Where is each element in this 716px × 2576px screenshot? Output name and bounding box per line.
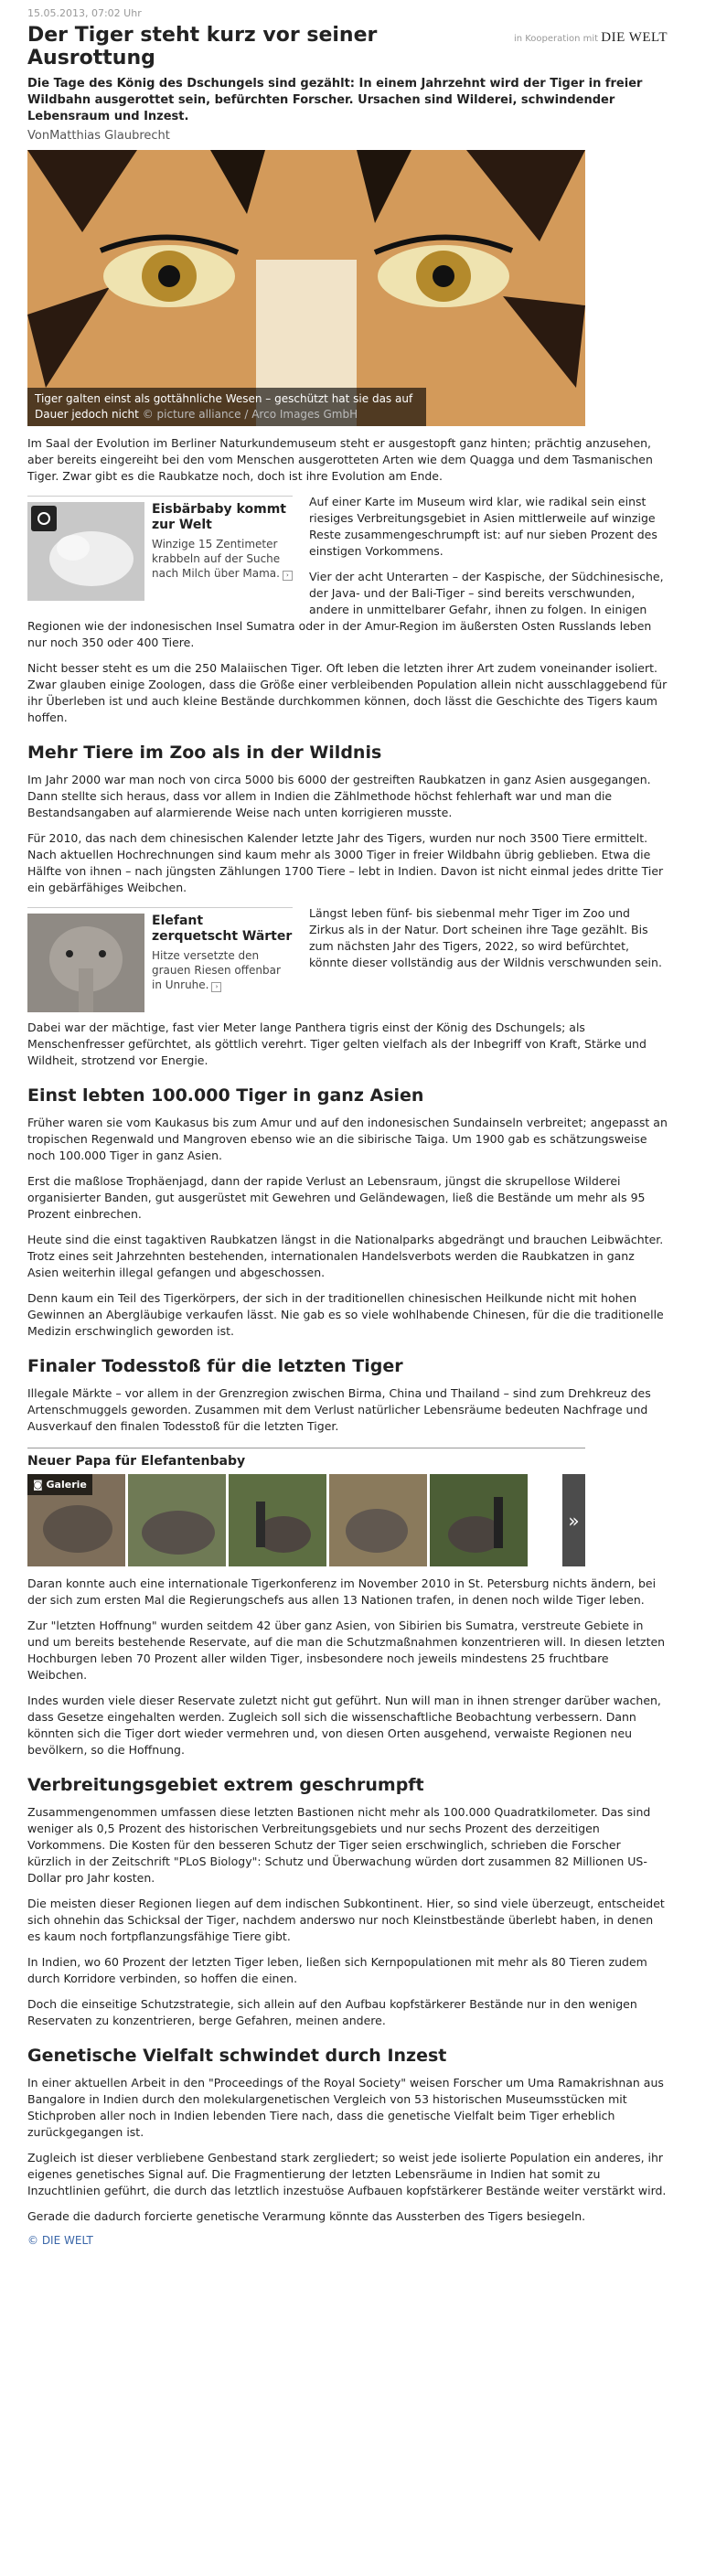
teaser-text xyxy=(152,502,293,601)
paragraph: Vier der acht Unterarten – der Kaspische, der Südchinesische, der Java- und der Bali-Tiger – sind bereits verschwunden, andere in unmittelbarer Gefahr, ihnen zu folgen. In einigen Regionen wie der indonesischen Insel Sumatra oder in der Amur-Region im äußersten Osten Russlands leben nur noch 350 oder 400 Tiere. xyxy=(27,570,664,649)
gallery-title[interactable]: Neuer Papa für Elefantenbaby xyxy=(27,1454,246,1469)
footer-copyright[interactable]: © DIE WELT xyxy=(27,2234,93,2247)
paragraph: Illegale Märkte – vor allem in der Grenzregion zwischen Birma, China und Thailand – sind zum Drehkreuz des Artenschmuggels geworden. Zusammen mit dem Verlust natürlicher Lebensräume bedeuten Nachfrage und Ausverkauf den finalen Todesstoß für die letzten Tiger. xyxy=(27,1386,651,1433)
publish-date: 15.05.2013, 07:02 Uhr xyxy=(27,7,142,19)
headline-row xyxy=(27,24,668,69)
paragraph: Für 2010, das nach dem chinesischen Kalender letzte Jahr des Tigers, wurden nur noch 3500 Tiere ermittelt. Nach aktuellen Hochrechnungen sind kaum mehr als 3000 Tiger in freier Wildbahn übrig geblieben. Etwa die Hälfte von ihnen – nach jüngsten Zählungen 1700 Tiere – lebt in Indien. Davon ist nicht einmal jedes dritte Tier ein gebärfähiges Weibchen. xyxy=(27,831,664,894)
video-play-icon[interactable] xyxy=(31,506,57,531)
gallery-label[interactable] xyxy=(27,1474,92,1495)
elephant-image xyxy=(27,914,144,1012)
paragraph: In einer aktuellen Arbeit in den "Proceedings of the Royal Society" weisen Forscher um Uma Ramakrishnan aus Bangalore in Indien durch den molekulargenetischen Vergleich von 53 historischen Museumsstücken mit Stichproben aller noch in Indien lebenden Tiere nach, dass die genetische Vielfalt beim Tiger erheblich zurückgegangen ist. xyxy=(27,2076,664,2139)
teaser-description xyxy=(152,948,293,992)
teaser-eisbaerbaby[interactable] xyxy=(27,496,293,601)
gallery-next-button[interactable]: » xyxy=(562,1474,585,1566)
paragraph: Zugleich ist dieser verbliebene Genbestand stark zergliedert; so weist jede isolierte Population ein anderes, ihr eigenes genetisches Signal auf. Die Fragmentierung der letzten Lebensräume in Indien hat somit zu Inzuchtlinien geführt, die durch das letztlich inzestuöse Aufbauen kopfstärkerer Bestände weiter verstärkt wird. xyxy=(27,2151,667,2197)
article-lead: Die Tage des König des Dschungels sind gezählt: In einem Jahrzehnt wird der Tiger in freier Wildbahn ausgerottet sein, befürchten Forscher. Ursachen sind Wilderei, schwindender Lebensraum und Inzest. xyxy=(27,77,643,123)
teaser-title[interactable]: Elefant zerquetscht Wärter xyxy=(152,914,293,944)
paragraph: Im Jahr 2000 war man noch von circa 5000 bis 6000 der gestreiften Raubkatzen in ganz Asien ausgegangen. Dann stellte sich heraus, dass vor allem in Indien die Zählmethode höchst fehlerhaft war und man die Bestandsangaben auf alarmierende Weise nach unten korrigieren musste. xyxy=(27,773,651,819)
hero-credit: © picture alliance / Arco Images GmbH xyxy=(142,408,358,421)
paragraph: Auf einer Karte im Museum wird klar, wie radikal sein einst riesiges Verbreitungsgebiet in Asien mittlerweile auf winzige Reste zusammengeschrumpft ist: auf nur sieben Prozent des einstigen Vorkommens. xyxy=(309,495,657,558)
paragraph: Im Saal der Evolution im Berliner Naturkundemuseum steht er ausgestopft ganz hinten; prächtig anzusehen, aber bereits eingereiht bei den vom Menschen ausgerotteten Arten wie dem Quagga und dem Tasmanischen Tiger. Zwar gibt es die Raubkatze noch, doch ist ihre Evolution am Ende. xyxy=(27,436,653,483)
cooperation-text: in Kooperation mit xyxy=(513,34,599,44)
teaser-desc-text: Winzige 15 Zentimeter krabbeln auf der Suche nach Milch über Mama. xyxy=(152,538,281,580)
section-heading: Genetische Vielfalt schwindet durch Inzest xyxy=(27,2046,447,2066)
paragraph: In Indien, wo 60 Prozent der letzten Tiger leben, ließen sich Kernpopulationen mit mehr als 80 Tieren zudem durch Korridore verbinden, so hoffen die einen. xyxy=(27,1955,647,1985)
paragraph: Dabei war der mächtige, fast vier Meter lange Panthera tigris einst der König des Dschungels; als Menschenfresser gefürchtet, als göttlich verehrt. Tiger gelten vielfach als der Inbegriff von Kraft, Stärke und Wildheit, strotzend vor Energie. xyxy=(27,1021,647,1067)
teaser-thumbnail[interactable] xyxy=(27,502,144,601)
paragraph: Indes wurden viele dieser Reservate zuletzt nicht gut geführt. Nun will man in ihnen strenger darüber wachen, dass Gesetze eingehalten werden. Zugleich soll sich die wissenschaftliche Beobachtung verbessern. Dann könnten sich die Tiger dort wieder vermehren und, von diesen Orten ausgehend, verwaiste Regionen neu bevölkern, so die Hoffnung. xyxy=(27,1694,661,1757)
link-arrow-icon[interactable]: › xyxy=(283,571,293,581)
hero-caption-text: Tiger galten einst als gottähnliche Wesen – geschützt hat sie das auf Dauer jedoch nicht xyxy=(35,392,413,421)
page-title: Der Tiger steht kurz vor seiner Ausrottung xyxy=(27,24,378,69)
gallery-thumbnail[interactable] xyxy=(229,1474,326,1566)
photo-gallery[interactable] xyxy=(27,1448,585,1566)
teaser-text xyxy=(152,914,293,1012)
link-arrow-icon[interactable]: › xyxy=(211,982,221,992)
paragraph: Daran konnte auch eine internationale Tigerkonferenz im November 2010 in St. Petersburg nichts ändern, bei der sich zum ersten Mal die Regierungschefs aus allen 13 Nationen trafen, in denen noch wilde Tiger leben. xyxy=(27,1577,657,1607)
paragraph: Zusammengenommen umfassen diese letzten Bastionen nicht mehr als 100.000 Quadratkilometer. Das sind weniger als 0,5 Prozent des historischen Verbreitungsgebiets und nur sechs Prozent des derzeitigen Vorkommens. Die Kosten für den besseren Schutz der Tiger seien erschwinglich, schrieben die Forscher kürzlich in der Zeitschrift "PLoS Biology": Schutz und Überwachung würden dort zusammen 82 Millionen US-Dollar pro Jahr kosten. xyxy=(27,1805,651,1885)
paragraph: Erst die maßlose Trophäenjagd, dann der rapide Verlust an Lebensraum, jüngst die skrupellose Wilderei organisierter Banden, gut ausgerüstet mit Gewehren und Geländewagen, ließ die Bestände um mehr als 95 Prozent einbrechen. xyxy=(27,1174,646,1221)
paragraph: Denn kaum ein Teil des Tigerkörpers, der sich in der traditionellen chinesischen Heilkunde nicht mit hohen Gewinnen an Abergläubige verkaufen lässt. Nie gab es so viele wohlhabende Chinesen, für die die traditionelle Medizin erschwinglich geworden ist. xyxy=(27,1291,664,1338)
hero-image xyxy=(27,150,585,426)
paragraph: Zur "letzten Hoffnung" wurden seitdem 42 über ganz Asien, von Sibirien bis Sumatra, verstreute Gebiete in und um bereits bestehende Reservate, auf die man die Schutzmaßnahmen konzentrieren will. In diesen letzten Hochburgen leben 70 Prozent aller wilden Tiger, insbesondere noch jeweils mindestens 25 fruchtbare Weibchen. xyxy=(27,1619,666,1682)
gallery-thumbnail[interactable] xyxy=(128,1474,226,1566)
camera-icon: ◙ xyxy=(33,1479,47,1491)
paragraph: Gerade die dadurch forcierte genetische Verarmung könnte das Aussterben des Tigers besiegeln. xyxy=(27,2209,586,2223)
author-line: VonMatthias Glaubrecht xyxy=(27,129,170,143)
hero-caption xyxy=(27,388,426,426)
gallery-label-text: Galerie xyxy=(46,1479,87,1491)
gallery-thumbnail[interactable] xyxy=(329,1474,427,1566)
gallery-strip[interactable] xyxy=(27,1474,585,1566)
section-heading: Finaler Todesstoß für die letzten Tiger xyxy=(27,1356,403,1376)
teaser-elefant[interactable] xyxy=(27,907,293,1012)
paragraph: Nicht besser steht es um die 250 Malaiischen Tiger. Oft leben die letzten ihrer Art zudem voneinander isoliert. Zwar glauben einige Zoologen, dass die Größe einer verbleibenden Population allein nicht ausschlaggebend für ihr Überleben ist und auch kleine Bestände durchkommen können, doch lässt die Geschichte des Tigers kaum hoffen. xyxy=(27,661,668,724)
paragraph: Längst leben fünf- bis siebenmal mehr Tiger im Zoo und Zirkus als in der Natur. Dort scheinen ihre Tage gezählt. Bis zum nächsten Jahr des Tigers, 2022, so wird befürchtet, könnte dieser vollständig aus der Wildnis verschwunden sein. xyxy=(309,906,662,969)
section-heading: Verbreitungsgebiet extrem geschrumpft xyxy=(27,1775,424,1795)
section-heading: Mehr Tiere im Zoo als in der Wildnis xyxy=(27,743,382,763)
paragraph: Die meisten dieser Regionen liegen auf dem indischen Subkontinent. Hier, so sind viele überzeugt, entscheidet sich ohnehin das Schicksal der Tiger, nachdem anderswo nur noch Kleinstbestände überlebt haben, in denen es kaum noch fortpflanzungsfähige Tiere gibt. xyxy=(27,1897,665,1943)
teaser-title[interactable]: Eisbärbaby kommt zur Welt xyxy=(152,502,286,532)
paragraph: Doch die einseitige Schutzstrategie, sich allein auf den Aufbau kopfstärkerer Bestände nur in den wenigen Reservaten zu konzentrieren, berge Gefahren, meinen andere. xyxy=(27,1997,637,2027)
cooperation-note xyxy=(514,30,668,46)
section-heading: Einst lebten 100.000 Tiger in ganz Asien xyxy=(27,1085,424,1106)
gallery-thumbnail[interactable] xyxy=(430,1474,528,1566)
paragraph: Heute sind die einst tagaktiven Raubkatzen längst in die Nationalparks abgedrängt und brauchen Leibwächter. Trotz eines seit Jahrzehnten bestehenden, internationalen Handelsverbots werden die Raubkatzen in ganz Asien weiterhin illegal gefangen und abgeschossen. xyxy=(27,1233,664,1279)
paragraph: Früher waren sie vom Kaukasus bis zum Amur und auf den indonesischen Sundainseln verbreitet; angepasst an tropischen Regenwald und Mangroven ebenso wie an die sibirische Taiga. Um 1900 gab es schätzungsweise noch 100.000 Tiger in ganz Asien. xyxy=(27,1116,668,1162)
teaser-description xyxy=(152,537,293,581)
teaser-thumbnail[interactable] xyxy=(27,914,144,1012)
teaser-desc-text: Hitze versetzte den grauen Riesen offenbar in Unruhe. xyxy=(152,949,281,991)
tiger-eyes-image xyxy=(27,150,585,426)
partner-logo[interactable]: DIE WELT xyxy=(601,30,668,45)
